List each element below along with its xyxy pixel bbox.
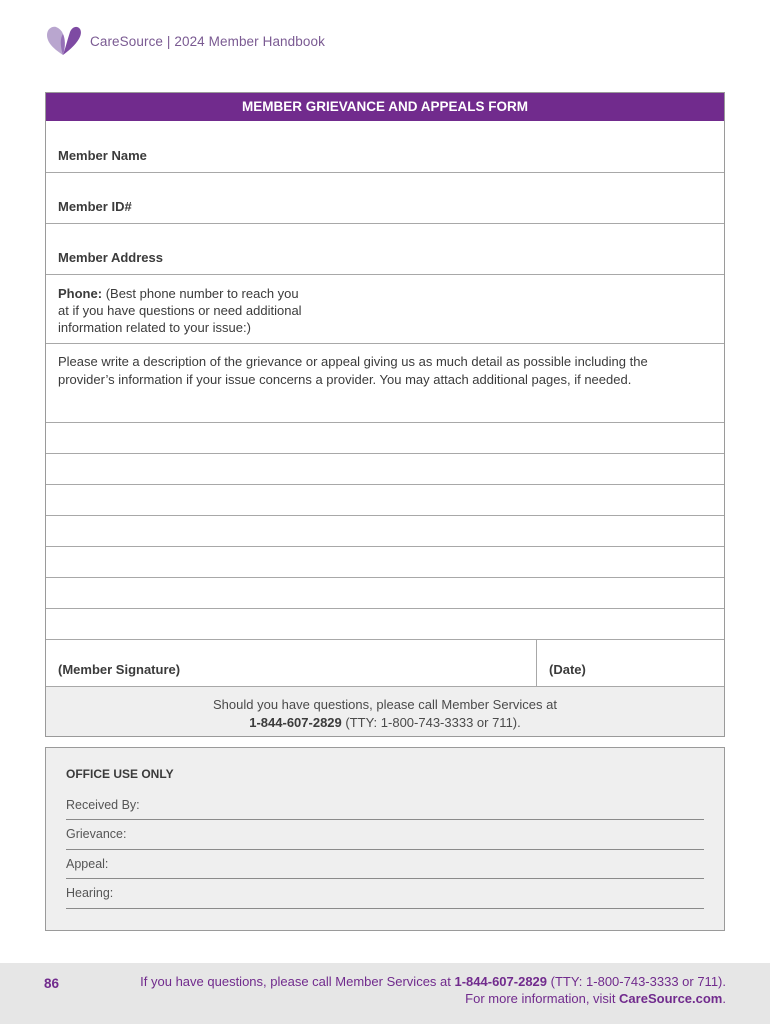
- phone-label: Phone:: [58, 286, 103, 301]
- footer-text: [140, 974, 726, 1007]
- contact-note: [46, 686, 724, 736]
- contact-note-line2: 1-844-607-2829 (TTY: 1-800-743-3333 or 711).: [249, 714, 521, 730]
- description-line[interactable]: [46, 453, 724, 484]
- signature-field[interactable]: [46, 640, 537, 686]
- received-by-field[interactable]: Received By:: [66, 796, 704, 820]
- office-use-title: OFFICE USE ONLY: [66, 767, 174, 781]
- member-address-field[interactable]: [46, 223, 724, 274]
- member-id-field[interactable]: [46, 172, 724, 223]
- grievance-form: [45, 92, 725, 737]
- signature-row: [46, 639, 724, 686]
- phone-text-line2: at if you have questions or need additional: [58, 303, 302, 318]
- office-use-box: [45, 747, 725, 931]
- footer-line1: If you have questions, please call Member Services at 1-844-607-2829 (TTY: 1-800-743-3333 or 711).: [140, 974, 726, 989]
- description-field[interactable]: [46, 343, 724, 422]
- description-text-line2: provider’s information if your issue concerns a provider. You may attach additional pages, if needed.: [58, 371, 632, 387]
- phone-text-line1: Phone: (Best phone number to reach you: [58, 286, 299, 301]
- caresource-heart-logo-icon: [46, 24, 82, 58]
- footer-line2: For more information, visit CareSource.com.: [465, 990, 726, 1006]
- hearing-field[interactable]: Hearing:: [66, 879, 704, 909]
- signature-label: (Member Signature): [58, 662, 181, 677]
- header-title: CareSource | 2024 Member Handbook: [90, 33, 325, 49]
- contact-note-line1: Should you have questions, please call Member Services at: [213, 697, 557, 712]
- page-footer: [0, 963, 770, 1024]
- phone-field[interactable]: [46, 274, 724, 343]
- description-line[interactable]: [46, 515, 724, 546]
- grievance-field[interactable]: Grievance:: [66, 820, 704, 850]
- form-title: MEMBER GRIEVANCE AND APPEALS FORM: [46, 93, 724, 121]
- phone-text-line3: information related to your issue:): [58, 320, 251, 335]
- member-id-label: Member ID#: [58, 199, 132, 214]
- description-text-line1: Please write a description of the grievance or appeal giving us as much detail as possible including the: [58, 354, 648, 369]
- description-line[interactable]: [46, 577, 724, 608]
- description-line[interactable]: [46, 484, 724, 515]
- member-name-label: Member Name: [58, 148, 147, 163]
- page-number: 86: [44, 976, 60, 991]
- appeal-field[interactable]: Appeal:: [66, 850, 704, 880]
- contact-phone: 1-844-607-2829: [249, 714, 342, 730]
- footer-phone-link[interactable]: 1-844-607-2829: [454, 974, 548, 989]
- member-address-label: Member Address: [58, 250, 163, 265]
- description-line[interactable]: [46, 608, 724, 639]
- date-field[interactable]: [537, 640, 724, 686]
- footer-website-link[interactable]: CareSource.com: [619, 990, 723, 1006]
- member-name-field[interactable]: [46, 121, 724, 172]
- date-label: (Date): [549, 662, 586, 677]
- description-line[interactable]: [46, 546, 724, 577]
- page-header: [46, 24, 325, 58]
- description-line[interactable]: [46, 422, 724, 453]
